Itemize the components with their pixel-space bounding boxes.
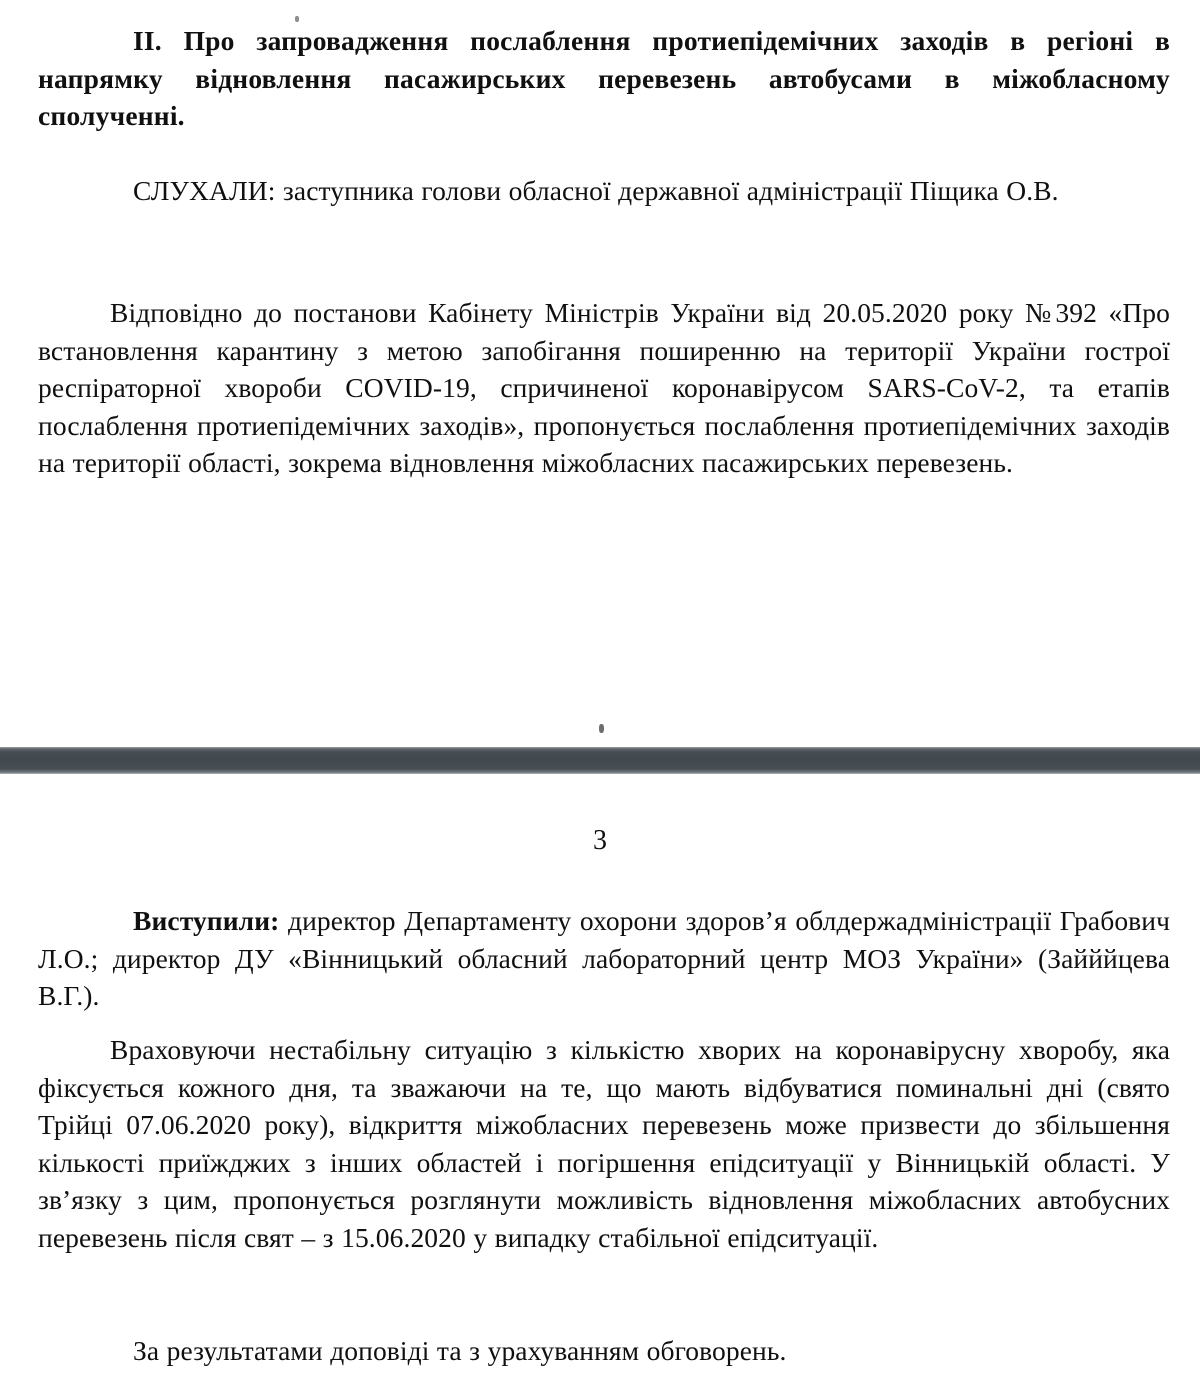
page-number: 3 bbox=[593, 825, 607, 856]
closing-paragraph: За результатами доповіді та з урахуванням обговорень. bbox=[133, 1335, 787, 1366]
section-heading: II. Про запровадження послаблення протиепідемічних заходів в регіоні в напрямку відновлення пасажирських перевезень автобусами в міжобласному сполученні. bbox=[38, 25, 1170, 131]
spoke-body: директор Департаменту охорони здоров’я облдержадміністрації Грабович Л.О.; директор ДУ «Вінницький обласний лабораторний центр МОЗ України» (Зайййцева В.Г.). bbox=[38, 905, 1170, 1011]
heard-paragraph: СЛУХАЛИ: заступника голови обласної державної адміністрації Піщика О.В. bbox=[133, 175, 1059, 206]
spoke-label: Виступили: bbox=[133, 905, 280, 936]
page-separator-band bbox=[0, 747, 1200, 774]
spoke-paragraph bbox=[38, 902, 1170, 1052]
resolution-paragraph: Відповідно до постанови Кабінету Міністрів України від 20.05.2020 року №392 «Про встановлення карантину з метою запобігання поширенню на території України гострої респіраторної хвороби COVID-19, спричиненої коронавірусом SARS-CoV-2, та етапів послаблення протиепідемічних заходів», пропонується послаблення протиепідемічних заходів на території області, зокрема відновлення міжобласних пасажирських перевезень. bbox=[38, 297, 1170, 478]
situation-paragraph: Враховуючи нестабільну ситуацію з кількістю хворих на коронавірусну хворобу, яка фіксується кожного дня, та зважаючи на те, що мають відбуватися поминальні дні (свято Трійці 07.06.2020 року), відкриття міжобласних перевезень може призвести до збільшення кількості приїжджих з інших областей і погіршення епідситуації у Вінницькій області. У зв’язку з цим, пропонується розглянути можливість відновлення міжобласних автобусних перевезень після свят – з 15.06.2020 у випадку стабільної епідситуації. bbox=[38, 1034, 1170, 1253]
scan-speck-artifact-2 bbox=[599, 724, 604, 733]
